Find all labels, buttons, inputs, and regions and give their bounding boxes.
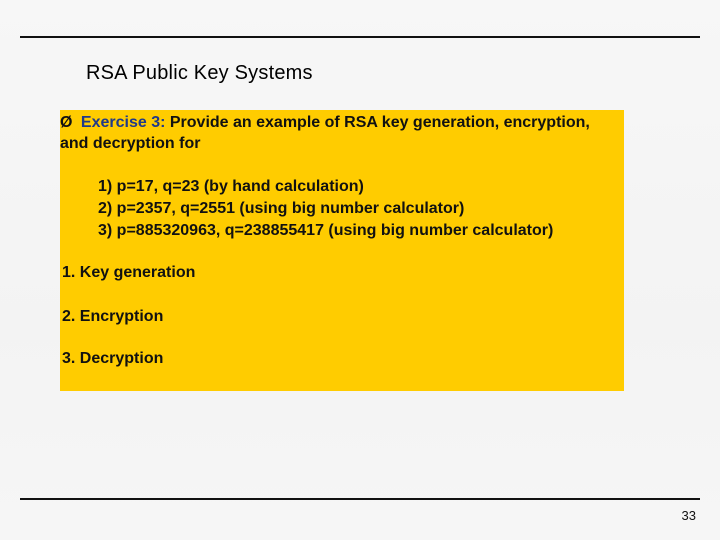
page-number: 33 bbox=[681, 508, 696, 523]
arrow-bullet-icon: Ø bbox=[60, 114, 73, 131]
step-encryption: 2. Encryption bbox=[62, 308, 164, 325]
slide-title: RSA Public Key Systems bbox=[86, 62, 313, 84]
top-divider bbox=[20, 36, 700, 38]
case-item: 2) p=2357, q=2551 (using big number calculator) bbox=[98, 200, 465, 217]
parameter-case-list bbox=[98, 176, 553, 242]
case-item: 3) p=885320963, q=238855417 (using big number calculator) bbox=[98, 222, 554, 239]
step-decryption: 3. Decryption bbox=[62, 350, 164, 367]
step-key-generation: 1. Key generation bbox=[62, 264, 196, 281]
exercise-label: Exercise 3: bbox=[80, 114, 166, 131]
case-item: 1) p=17, q=23 (by hand calculation) bbox=[98, 178, 364, 195]
exercise-text: Provide an example of RSA key generation, encryption, and decryption for bbox=[60, 114, 590, 152]
bottom-divider bbox=[20, 498, 700, 500]
exercise-prompt bbox=[60, 112, 620, 154]
